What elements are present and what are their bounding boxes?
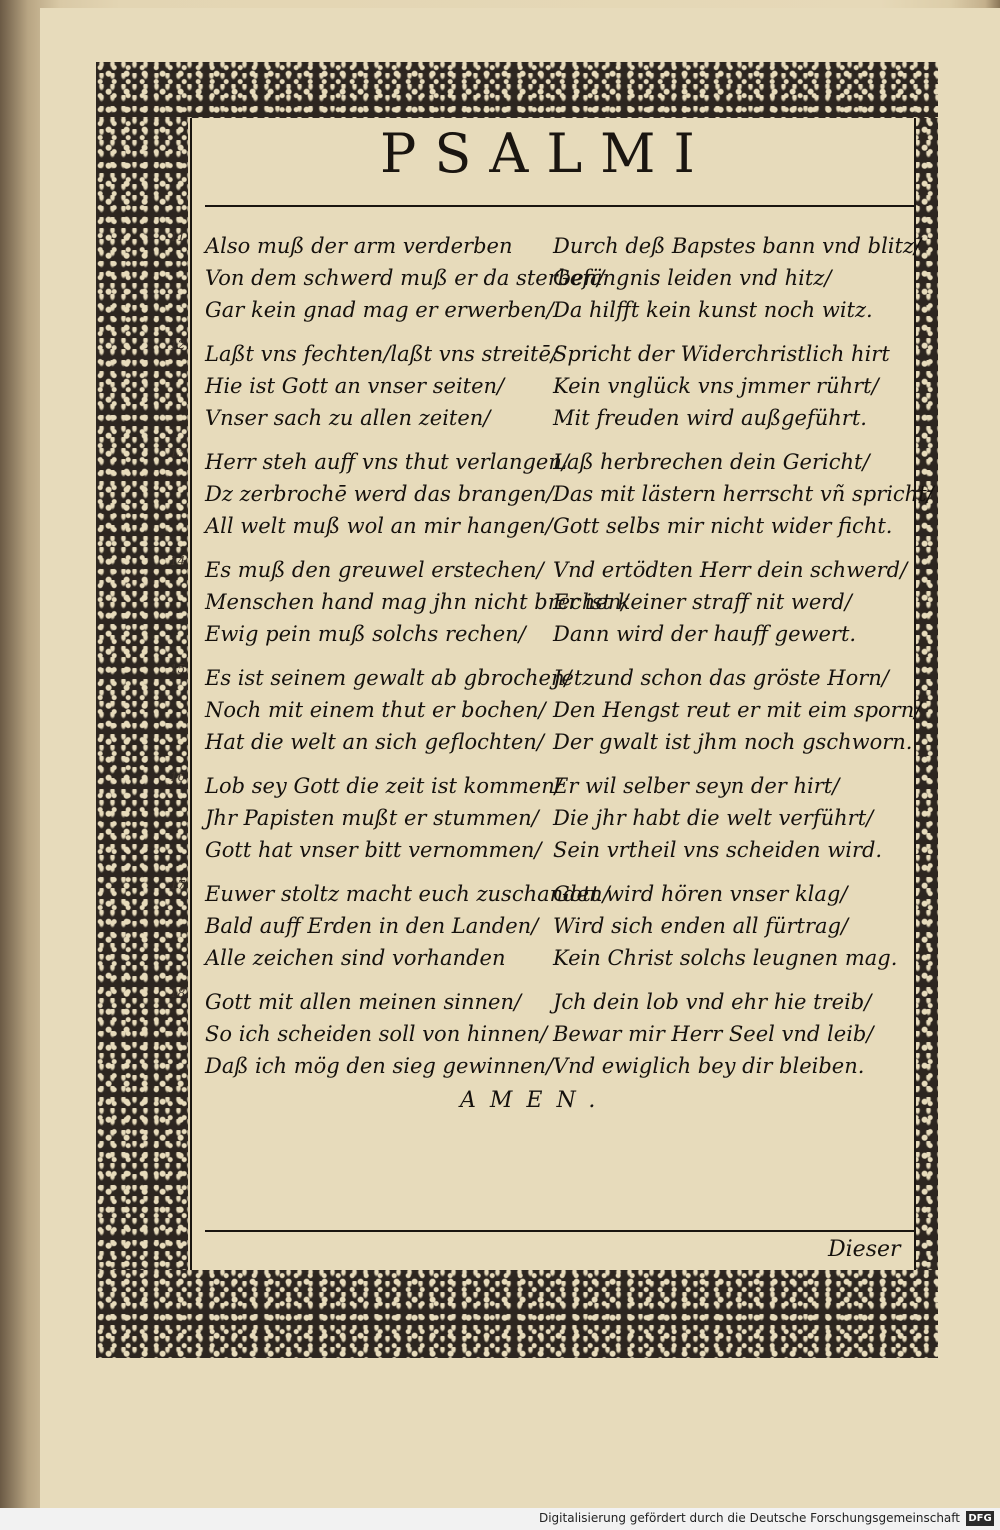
- verse-line: [205, 442, 925, 474]
- verse-line-first-half: Es ist seinem gewalt ab gbrochen/: [205, 666, 572, 690]
- verse-line-first-half: So ich scheiden soll von hinnen/: [205, 1022, 548, 1046]
- verse-number: 12: [170, 338, 186, 352]
- verse-line-first-half: Laßt vns fechten/laßt vns streitē/: [205, 342, 558, 366]
- ornamental-border-left: [96, 118, 188, 1270]
- verse-line: [205, 906, 925, 938]
- verse-number: 14: [170, 554, 186, 568]
- stanza: [170, 982, 925, 1078]
- stanza: [170, 874, 925, 970]
- verse-line: [205, 938, 925, 970]
- verse-line: [205, 658, 925, 690]
- verse-line: [205, 1014, 925, 1046]
- verse-line-second-half: Laß herbrechen dein Gericht/: [553, 450, 870, 474]
- footer-bar: [0, 1508, 1000, 1530]
- verse-line: [205, 398, 925, 430]
- verse-number: 11: [170, 230, 186, 244]
- verse-line: [205, 722, 925, 754]
- verse-line-first-half: Herr steh auff vns thut verlangen/: [205, 450, 569, 474]
- verse-line-second-half: Vnd ertödten Herr dein schwerd/: [553, 558, 908, 582]
- stanza: [170, 550, 925, 646]
- verse-line-second-half: Kein vnglück vns jmmer rührt/: [553, 374, 879, 398]
- stanza: [170, 226, 925, 322]
- verse-line-second-half: Durch deß Bapstes bann vnd blitz/: [553, 234, 922, 258]
- verse-line: [205, 550, 925, 582]
- verse-line-second-half: Kein Christ solchs leugnen mag.: [553, 946, 898, 970]
- verse-line-first-half: Dz zerbrochē werd das brangen/: [205, 482, 554, 506]
- verse-line: [205, 334, 925, 366]
- verse-line-second-half: Jch dein lob vnd ehr hie treib/: [553, 990, 872, 1014]
- verse-line-first-half: Hat die welt an sich geflochten/: [205, 730, 544, 754]
- verse-line-second-half: Er wil selber seyn der hirt/: [553, 774, 840, 798]
- verse-line-second-half: Jetzund schon das gröste Horn/: [553, 666, 889, 690]
- verse-line-first-half: Noch mit einem thut er bochen/: [205, 698, 546, 722]
- verse-line-first-half: Lob sey Gott die zeit ist kommen/: [205, 774, 562, 798]
- verse-line-first-half: Gar kein gnad mag er erwerben/: [205, 298, 554, 322]
- stanza: [170, 442, 934, 538]
- verse-line-first-half: Menschen hand mag jhn nicht brechen/: [205, 590, 629, 614]
- verse-line-second-half: Gefängnis leiden vnd hitz/: [553, 266, 832, 290]
- verse-line-second-half: Mit freuden wird außgeführt.: [553, 406, 867, 430]
- verse-line: [205, 614, 925, 646]
- verse-line-second-half: Gott selbs mir nicht wider ficht.: [553, 514, 893, 538]
- verse-line-second-half: Dann wird der hauff gewert.: [553, 622, 857, 646]
- verse-number: 13: [170, 446, 186, 460]
- catchword: Dieser: [828, 1237, 901, 1262]
- verse-line-first-half: Alle zeichen sind vorhanden: [205, 946, 506, 970]
- page-title: PSALMI: [380, 122, 713, 185]
- footer-credit: Digitalisierung gefördert durch die Deutsche Forschungsgemeinschaft: [538, 1511, 960, 1525]
- verse-line-second-half: Da hilfft kein kunst noch witz.: [553, 298, 873, 322]
- verse-line: [205, 1046, 925, 1078]
- stanza: [170, 658, 925, 754]
- stanza: [170, 766, 925, 862]
- verse-line: [205, 290, 925, 322]
- verse-line-first-half: Euwer stoltz macht euch zuschanden/: [205, 882, 610, 906]
- closing-amen: AMEN.: [460, 1088, 610, 1113]
- verse-line-second-half: Wird sich enden all fürtrag/: [553, 914, 849, 938]
- verse-line-second-half: Bewar mir Herr Seel vnd leib/: [553, 1022, 874, 1046]
- verse-line-first-half: Daß ich mög den sieg gewinnen/: [205, 1054, 554, 1078]
- ornamental-border-top: [96, 62, 938, 118]
- verse-line-second-half: Sein vrtheil vns scheiden wird.: [553, 838, 883, 862]
- verse-line-second-half: Vnd ewiglich bey dir bleiben.: [553, 1054, 865, 1078]
- verse-line-first-half: Von dem schwerd muß er da sterben/: [205, 266, 605, 290]
- verse-line-second-half: Den Hengst reut er mit eim sporn/: [553, 698, 922, 722]
- ornamental-border-bottom: [96, 1270, 938, 1358]
- verse-line-first-half: Bald auff Erden in den Landen/: [205, 914, 539, 938]
- verse-line-second-half: Das mit lästern herrscht vñ spricht/: [553, 482, 934, 506]
- verse-line: [205, 226, 925, 258]
- verse-line-second-half: Spricht der Widerchristlich hirt: [553, 342, 890, 366]
- verse-line-first-half: Ewig pein muß solchs rechen/: [205, 622, 526, 646]
- verse-line-first-half: Vnser sach zu allen zeiten/: [205, 406, 491, 430]
- rule-bottom: [205, 1230, 915, 1232]
- verse-line: [205, 474, 934, 506]
- verse-line: [205, 366, 925, 398]
- verse-line: [205, 798, 925, 830]
- verse-number: 15: [170, 662, 186, 676]
- verse-line: [205, 766, 925, 798]
- verse-number: 17: [170, 878, 186, 892]
- verse-line: [205, 506, 925, 538]
- verse-line-second-half: Der gwalt ist jhm noch gschworn.: [553, 730, 913, 754]
- verse-number: 16: [170, 770, 186, 784]
- verse-line: [205, 982, 925, 1014]
- verse-line: [205, 690, 925, 722]
- verse-line: [205, 258, 925, 290]
- verse-line-second-half: Gott wird hören vnser klag/: [553, 882, 848, 906]
- verse-line-first-half: Es muß den greuwel erstechen/: [205, 558, 544, 582]
- verse-line-second-half: Er ist keiner straff nit werd/: [553, 590, 852, 614]
- verse-line-first-half: Gott mit allen meinen sinnen/: [205, 990, 522, 1014]
- stanza: [170, 334, 925, 430]
- verse-line-first-half: Jhr Papisten mußt er stummen/: [205, 806, 539, 830]
- verse-line-first-half: All welt muß wol an mir hangen/: [205, 514, 553, 538]
- verse-number: 18: [170, 986, 186, 1000]
- verse-line: [205, 582, 925, 614]
- verse-line-second-half: Die jhr habt die welt verführt/: [553, 806, 874, 830]
- verse-line-first-half: Also muß der arm verderben: [205, 234, 513, 258]
- verse-line-first-half: Hie ist Gott an vnser seiten/: [205, 374, 505, 398]
- verse-line: [205, 830, 925, 862]
- dfg-logo: DFG: [966, 1511, 994, 1526]
- verse-line-first-half: Gott hat vnser bitt vernommen/: [205, 838, 542, 862]
- verse-line: [205, 874, 925, 906]
- rule-top: [205, 205, 915, 207]
